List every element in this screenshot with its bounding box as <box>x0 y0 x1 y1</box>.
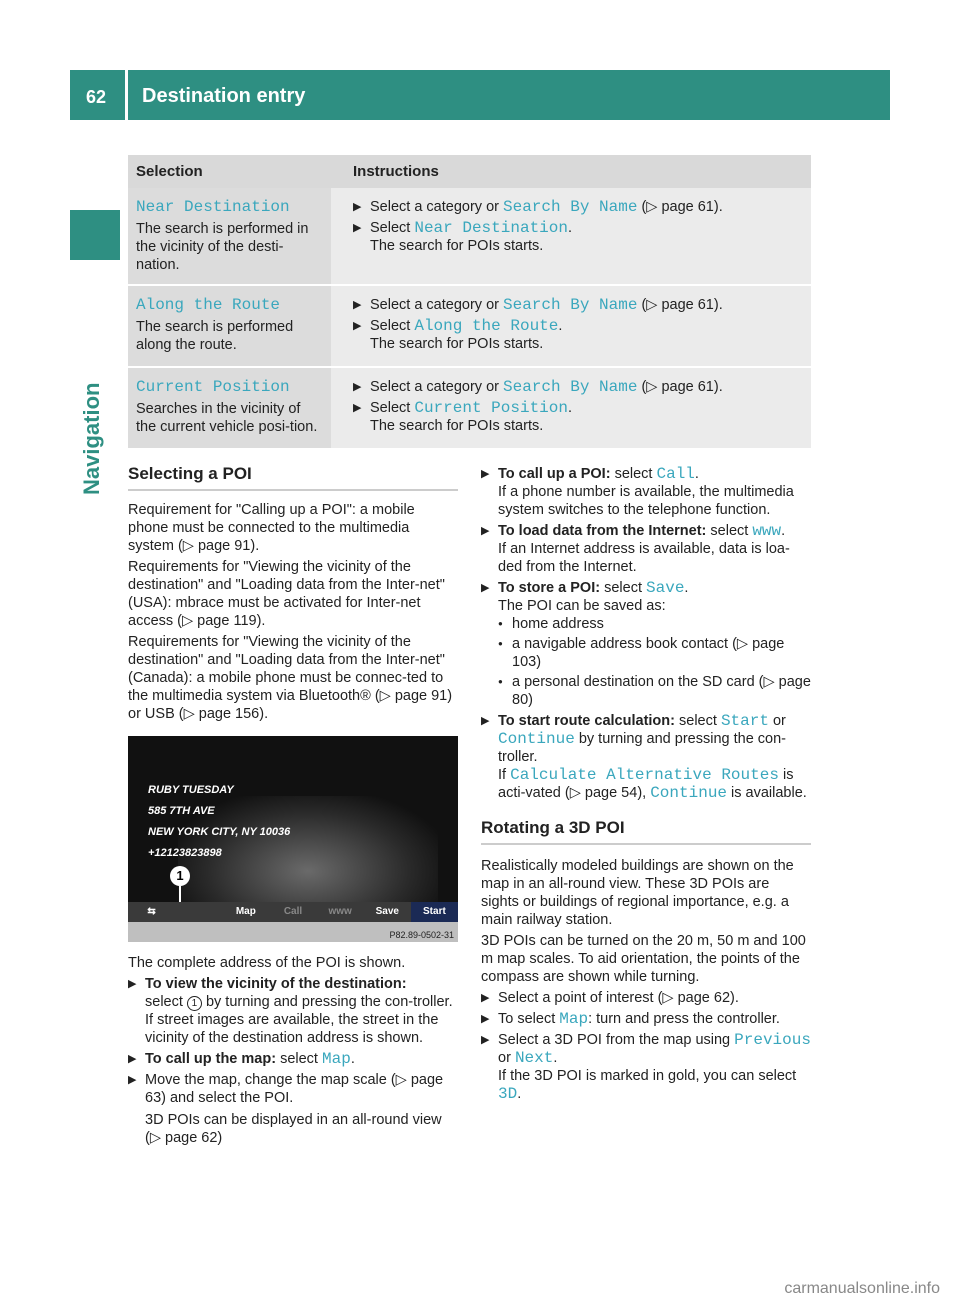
header-divider <box>125 70 128 120</box>
paragraph: Requirements for "Viewing the vicinity of the destination" and "Loading data from the Inter-net" (USA): mbrace must be activated for Inter-net access (▷ page 119). <box>128 559 445 629</box>
start-button[interactable]: Start <box>411 902 458 922</box>
section-heading: Rotating a 3D POI <box>481 819 811 845</box>
left-column <box>128 465 458 1150</box>
option-desc: Searches in the vicinity of the current vehicle posi-tion. <box>136 401 318 435</box>
screen-menu-bar <box>128 902 458 922</box>
paragraph: Requirements for "Viewing the vicinity of the destination" and "Loading data from the Inter-net" (Canada): a mobile phone must be connec-ted to the multimedia system via Bluetooth® (▷ page 91) or USB (▷ page 156). <box>128 634 453 722</box>
instruction-step: ▶ To select Map: turn and press the controller. <box>481 1010 811 1028</box>
page-number: 62 <box>86 87 107 107</box>
image-code: P82.89-0502-31 <box>389 930 454 940</box>
instruction-step: ▶ Select a 3D POI from the map using Previous or Next. If the 3D POI is marked in gold, you can select 3D. <box>481 1031 811 1103</box>
section-heading: Selecting a POI <box>128 465 458 491</box>
poi-name: RUBY TUESDAY <box>148 784 234 796</box>
option-desc: The search is performed in the vicinity of the desti-nation. <box>136 221 309 273</box>
section-tab <box>79 382 113 496</box>
table-row <box>128 188 811 285</box>
instruction-step: ▶ To view the vicinity of the destination: select 1 by turning and pressing the con-troller. If street images are available, the street in the vicinity of the destination address is shown. <box>128 975 458 1047</box>
callout-marker: 1 <box>170 866 190 886</box>
paragraph: The complete address of the POI is shown. <box>128 955 406 971</box>
save-button[interactable]: Save <box>375 906 399 917</box>
map-button[interactable]: Map <box>235 906 256 917</box>
page-title: Destination entry <box>142 85 306 107</box>
poi-city: NEW YORK CITY, NY 10036 <box>148 826 291 838</box>
instruction-step: ▶ Select Near Destination. The search for POIs starts. <box>353 219 803 255</box>
instruction-step: ▶ To store a POI: select Save. The POI can be saved as: ● home address ● a navigable address book contact (▷ page 103) ● a personal destination on the SD card (▷ page 80) <box>481 579 811 709</box>
list-item: ● home address <box>498 615 811 633</box>
option-name: Along the Route <box>136 296 281 314</box>
www-button[interactable]: www <box>328 906 352 917</box>
page-header <box>70 70 890 120</box>
poi-phone: +12123823898 <box>148 847 222 859</box>
list-item: ● a personal destination on the SD card (▷ page 80) <box>498 673 811 709</box>
option-name: Near Destination <box>136 198 290 216</box>
right-column <box>481 465 811 1106</box>
section-marker <box>70 210 120 260</box>
paragraph: Realistically modeled buildings are shown on the map in an all-round view. These 3D POIs are sights or buildings of regional importance, e.g. a main railway station. <box>481 858 794 928</box>
instruction-step: ▶ To call up a POI: select Call. If a phone number is available, the multimedia system switches to the telephone function. <box>481 465 811 519</box>
instruction-step: ▶ To start route calculation: select Start or Continue by turning and pressing the con-troller. If Calculate Alternative Routes is acti-vated (▷ page 54), Continue is available. <box>481 712 811 802</box>
instruction-step: ▶ Select a category or Search By Name (▷ page 61). <box>353 296 803 314</box>
paragraph: 3D POIs can be turned on the 20 m, 50 m and 100 m map scales. To aid orientation, the points of the compass are shown while turning. <box>481 933 806 985</box>
instruction-step: ▶ Select a point of interest (▷ page 62). <box>481 989 811 1007</box>
table-row <box>128 286 811 367</box>
list-item: ● a navigable address book contact (▷ page 103) <box>498 635 811 671</box>
poi-screenshot <box>128 736 458 942</box>
selection-table <box>128 155 811 448</box>
instruction-step: ▶ Select Current Position. The search for POIs starts. <box>353 399 803 435</box>
option-name: Current Position <box>136 378 290 396</box>
callout-ref: 1 <box>187 996 202 1011</box>
instruction-step: ▶ Move the map, change the map scale (▷ page 63) and select the POI. 3D POIs can be displayed in an all-round view (▷ page 62) <box>128 1071 458 1147</box>
instruction-step: ▶ To load data from the Internet: select www. If an Internet address is available, data is loa-ded from the Internet. <box>481 522 811 576</box>
watermark: carmanualsonline.info <box>784 1280 940 1297</box>
instruction-step: ▶ Select Along the Route. The search for POIs starts. <box>353 317 803 353</box>
col-header-instructions: Instructions <box>331 155 811 188</box>
poi-street: 585 7TH AVE <box>148 805 215 817</box>
table-row <box>128 368 811 448</box>
call-button[interactable]: Call <box>283 906 303 917</box>
section-label: Navigation <box>79 382 104 495</box>
poi-button[interactable] <box>175 902 222 922</box>
instruction-step: ▶ Select a category or Search By Name (▷ page 61). <box>353 198 803 216</box>
col-header-selection: Selection <box>128 155 331 188</box>
instruction-step: ▶ To call up the map: select Map. <box>128 1050 458 1068</box>
back-button[interactable]: ⇆ <box>147 906 156 917</box>
paragraph: Requirement for "Calling up a POI": a mobile phone must be connected to the multimedia system (▷ page 91). <box>128 502 415 554</box>
option-desc: The search is performed along the route. <box>136 319 294 353</box>
instruction-step: ▶ Select a category or Search By Name (▷ page 61). <box>353 378 803 396</box>
